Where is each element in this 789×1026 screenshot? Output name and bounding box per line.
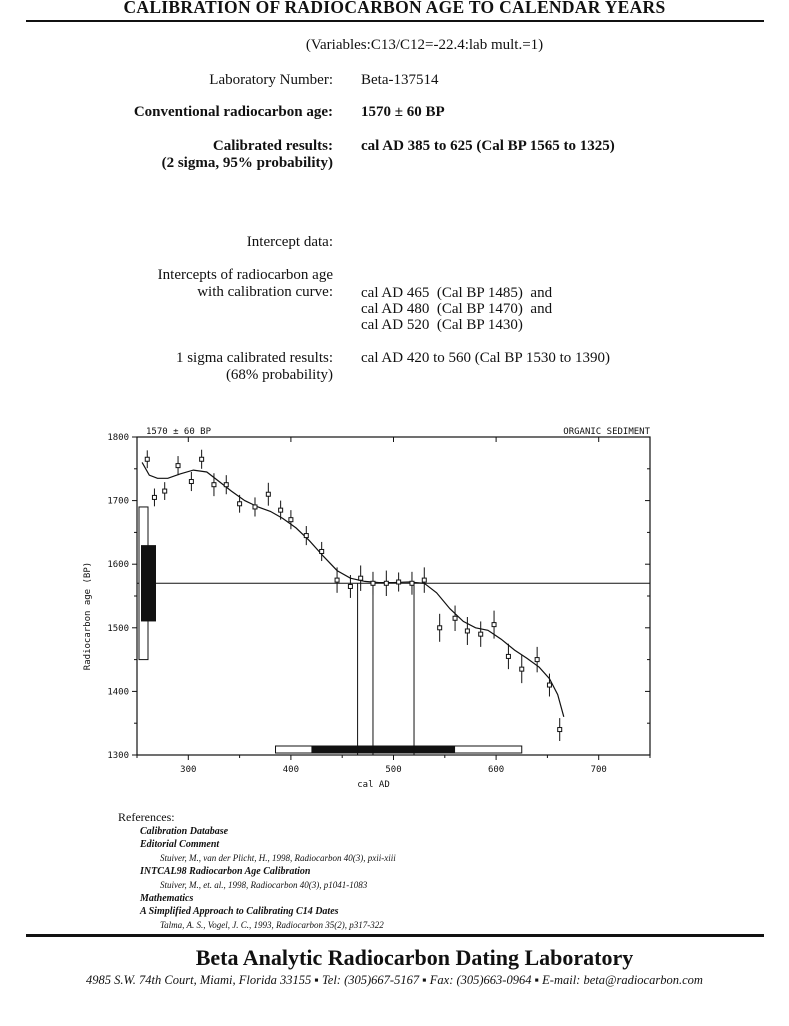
x-tick-label: 600 — [487, 765, 505, 775]
calibrated-sub: (2 sigma, 95% probability) — [161, 155, 333, 171]
data-point — [506, 654, 510, 658]
data-point — [558, 728, 562, 732]
data-point — [438, 626, 442, 630]
chart-sample-type-label: ORGANIC SEDIMENT — [563, 427, 650, 437]
data-point — [479, 632, 483, 636]
data-point — [547, 683, 551, 687]
x-tick-label: 300 — [180, 765, 197, 775]
y-tick-label: 1400 — [107, 687, 129, 698]
variables-line: (Variables:C13/C12=-22.4:lab mult.=1) — [305, 37, 544, 53]
intercept-3: cal AD 520 (Cal BP 1430) — [361, 317, 523, 333]
data-point — [335, 578, 339, 582]
y-tick-label: 1700 — [107, 496, 129, 507]
calibrated-label: Calibrated results: — [212, 138, 333, 154]
calibration-curve — [142, 462, 564, 716]
data-point — [212, 483, 216, 487]
ref-calibration-database: Calibration Database — [140, 826, 229, 837]
data-point — [266, 492, 270, 496]
data-point — [520, 667, 524, 671]
ref-citation-1: Stuiver, M., van der Plicht, H., 1998, Radiocarbon 40(3), pxii-xiii — [160, 853, 396, 863]
sigma1-sub: (68% probability) — [225, 367, 333, 383]
data-point — [176, 464, 180, 468]
x-tick-label: 700 — [590, 765, 607, 775]
calibrated-value: cal AD 385 to 625 (Cal BP 1565 to 1325) — [361, 138, 615, 154]
data-point — [189, 480, 193, 484]
data-point — [371, 581, 375, 585]
data-point — [152, 495, 156, 499]
data-point — [163, 489, 167, 493]
page-title: CALIBRATION OF RADIOCARBON AGE TO CALENDAR YEARS — [123, 0, 666, 17]
footer-rule — [26, 934, 764, 937]
ref-intcal98: INTCAL98 Radiocarbon Age Calibration — [140, 866, 311, 877]
intercepts-label-2: with calibration curve: — [197, 284, 333, 300]
data-point — [289, 518, 293, 522]
y-tick-label: 1600 — [107, 560, 129, 571]
y-tick-label: 1800 — [107, 433, 129, 443]
lab-number-value: Beta-137514 — [361, 72, 439, 88]
lab-number-label: Laboratory Number: — [209, 72, 333, 88]
data-point — [465, 629, 469, 633]
sigma1-value: cal AD 420 to 560 (Cal BP 1530 to 1390) — [361, 350, 611, 366]
conv-age-value: 1570 ± 60 BP — [361, 104, 445, 120]
data-point — [304, 534, 308, 538]
data-point — [348, 584, 352, 588]
data-point — [279, 508, 283, 512]
y-axis-title: Radiocarbon age (BP) — [83, 561, 93, 671]
data-point — [359, 576, 363, 580]
x-axis-title: cal AD — [357, 780, 390, 790]
data-point — [535, 658, 539, 662]
data-point — [253, 505, 257, 509]
ref-mathematics: Mathematics — [140, 893, 194, 904]
ref-editorial-comment: Editorial Comment — [140, 839, 220, 850]
data-point — [200, 457, 204, 461]
ref-citation-3: Talma, A. S., Vogel, J. C., 1993, Radiocarbon 35(2), p317-322 — [160, 920, 384, 930]
data-point — [238, 502, 242, 506]
references-heading: References: — [118, 810, 175, 824]
data-point — [320, 549, 324, 553]
header-rule — [26, 20, 764, 22]
data-point — [145, 457, 149, 461]
data-point — [397, 580, 401, 584]
chart-sample-age-label: 1570 ± 60 BP — [146, 427, 212, 437]
x-tick-label: 400 — [282, 765, 300, 775]
sigma1-cal-bar — [311, 746, 455, 753]
y-tick-label: 1500 — [107, 623, 129, 634]
lab-name: Beta Analytic Radiocarbon Dating Laboratory — [195, 945, 634, 970]
data-point — [453, 616, 457, 620]
sigma1-label: 1 sigma calibrated results: — [175, 350, 333, 366]
lab-address: 4985 S.W. 74th Court, Miami, Florida 33155 ▪ Tel: (305)667-5167 ▪ Fax: (305)663-0964 ▪ E-mail: beta@radiocarbon.com — [86, 973, 703, 987]
data-point — [492, 623, 496, 627]
intercept-1: cal AD 465 (Cal BP 1485) and — [361, 285, 553, 301]
ref-simplified-approach: A Simplified Approach to Calibrating C14 Dates — [140, 906, 339, 917]
calibration-chart — [0, 410, 789, 800]
conv-age-label: Conventional radiocarbon age: — [133, 104, 333, 120]
x-tick-label: 500 — [385, 765, 402, 775]
data-point — [422, 578, 426, 582]
y-tick-label: 1300 — [107, 751, 129, 761]
data-point — [384, 581, 388, 585]
sigma1-age-bar — [141, 545, 156, 621]
intercept-data-label: Intercept data: — [246, 234, 333, 250]
intercepts-label-1: Intercepts of radiocarbon age — [157, 267, 333, 283]
data-point — [410, 581, 414, 585]
data-point — [224, 483, 228, 487]
intercept-2: cal AD 480 (Cal BP 1470) and — [361, 301, 553, 317]
ref-citation-2: Stuiver, M., et. al., 1998, Radiocarbon 40(3), p1041-1083 — [160, 880, 368, 890]
